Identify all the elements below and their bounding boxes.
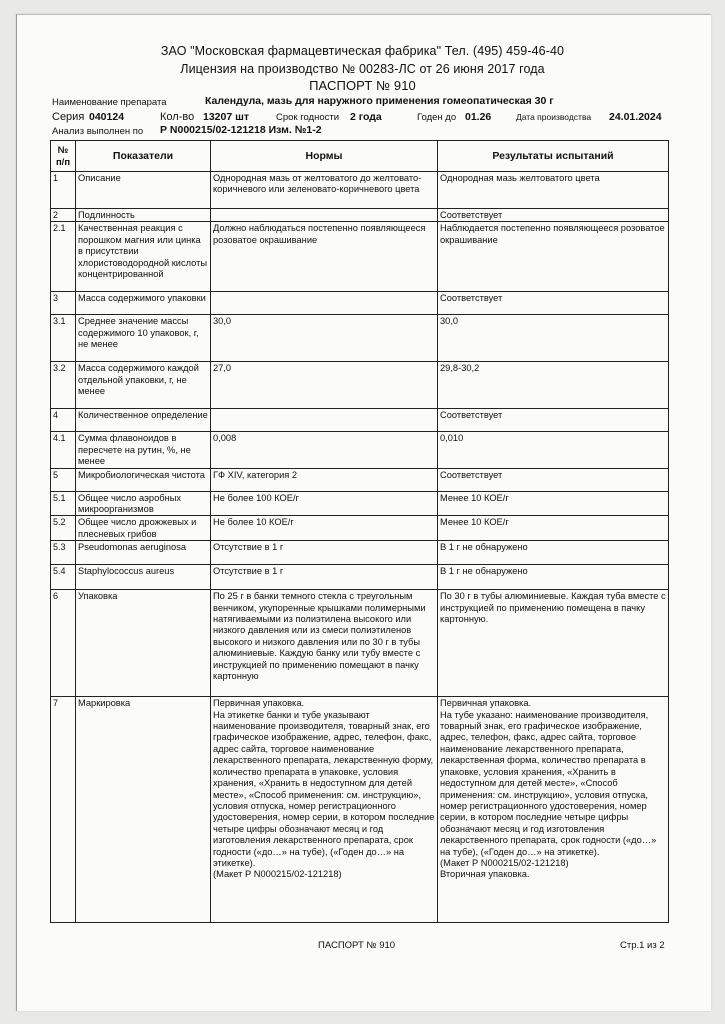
license-line: Лицензия на производство № 00283-ЛС от 26 июня 2017 года bbox=[180, 62, 545, 76]
cell-norm: Отсутствие в 1 г bbox=[211, 565, 438, 590]
cell-norm: Не более 10 КОЕ/г bbox=[211, 516, 438, 541]
cell-num: 1 bbox=[51, 172, 76, 209]
table-row bbox=[51, 516, 669, 541]
col-header-indicators: Показатели bbox=[76, 141, 211, 172]
page-title: ПАСПОРТ № 910 bbox=[309, 78, 416, 93]
cell-num: 2.1 bbox=[51, 222, 76, 292]
cell-norm bbox=[211, 209, 438, 222]
cell-result: По 30 г в тубы алюминиевые. Каждая туба вместе с инструкцией по применению помещена в пачку картонную. bbox=[438, 590, 669, 697]
col-header-number: № п/п bbox=[51, 141, 76, 172]
cell-name: Масса содержимого каждой отдельной упаковки, г, не менее bbox=[76, 362, 211, 409]
cell-norm: ГФ XIV, категория 2 bbox=[211, 468, 438, 491]
cell-num: 4 bbox=[51, 409, 76, 432]
col-header-results: Результаты испытаний bbox=[438, 141, 669, 172]
analysis-label: Анализ выполнен по bbox=[52, 126, 144, 137]
cell-norm: Однородная мазь от желтоватого до желтовато-коричневого или зеленовато-коричневого цвета bbox=[211, 172, 438, 209]
series-label: Серия bbox=[52, 111, 85, 123]
test-results-table bbox=[50, 140, 669, 923]
cell-norm: 27,0 bbox=[211, 362, 438, 409]
valid-until-label: Годен до bbox=[417, 112, 457, 123]
cell-result: Соответствует bbox=[438, 409, 669, 432]
cell-result: Соответствует bbox=[438, 468, 669, 491]
cell-norm: Первичная упаковка. На этикетке банки и тубе указывают наименование производителя, товарный знак, его графическое изображение, адрес, телефон, факс, адрес сайта, торговое наименование лекарственного препарата, лекарственную форму, количество препарата в упаковке, условия хранения, «Хранить в недоступном для детей месте», «Способ применения: см. инструкцию», условия отпуска, номер регистрационного удостоверения, номер серии, в котором последние четыре цифры обозначают месяц и год изготовления лекарственного препарата, срок годности («до…» на тубе), («Годен до…» на этикетке). (Макет Р N000215/02-121218) bbox=[211, 697, 438, 923]
cell-result: 0,010 bbox=[438, 432, 669, 468]
shelf-life-label: Срок годности bbox=[276, 112, 340, 123]
table-row bbox=[51, 209, 669, 222]
production-date-label: Дата производства bbox=[516, 112, 592, 122]
table-row bbox=[51, 172, 669, 209]
cell-num: 4.1 bbox=[51, 432, 76, 468]
valid-until-value: 01.26 bbox=[465, 111, 492, 123]
cell-name: Сумма флавоноидов в пересчете на рутин, %, не менее bbox=[76, 432, 211, 468]
cell-name: Микробиологическая чистота bbox=[76, 468, 211, 491]
table-row bbox=[51, 590, 669, 697]
cell-num: 3.2 bbox=[51, 362, 76, 409]
cell-result: В 1 г не обнаружено bbox=[438, 541, 669, 565]
series-value: 040124 bbox=[89, 111, 125, 123]
cell-num: 3 bbox=[51, 292, 76, 315]
cell-result: Соответствует bbox=[438, 292, 669, 315]
cell-num: 5 bbox=[51, 468, 76, 491]
table-row bbox=[51, 491, 669, 516]
cell-result: Первичная упаковка. На тубе указано: наименование производителя, товарный знак, его графическое изображение, адрес, телефон, факс, адрес сайта, торговое наименование лекарственного препарата, лекарственная форма, количество препарата в упаковке, условия хранения, «Хранить в недоступном для детей месте», «Способ применения: см. инструкцию», условия отпуска, номер регистрационного удостоверения, номер серии, в котором последние четыре цифры обозначают месяц и год изготовления лекарственного препарата, срок годности («до…» на тубе), («Годен до…» на этикетке). (Макет Р N000215/02-121218) Вторичная упаковка. bbox=[438, 697, 669, 923]
quantity-label: Кол-во bbox=[160, 111, 195, 123]
cell-num: 7 bbox=[51, 697, 76, 923]
cell-num: 5.4 bbox=[51, 565, 76, 590]
cell-norm: 30,0 bbox=[211, 315, 438, 362]
cell-num: 5.2 bbox=[51, 516, 76, 541]
analysis-value: Р N000215/02-121218 Изм. №1-2 bbox=[160, 124, 322, 136]
cell-name: Среднее значение массы содержимого 10 упаковок, г, не менее bbox=[76, 315, 211, 362]
cell-num: 2 bbox=[51, 209, 76, 222]
cell-name: Маркировка bbox=[76, 697, 211, 923]
cell-name: Описание bbox=[76, 172, 211, 209]
cell-name: Подлинность bbox=[76, 209, 211, 222]
table-row bbox=[51, 362, 669, 409]
table-row bbox=[51, 409, 669, 432]
cell-norm: По 25 г в банки темного стекла с треугольным венчиком, укупоренные крышками полимерными натягиваемыми из полиэтилена высокого или низкого давления или из смеси полиэтиленов высокого и низкого давления или по 30 г в тубы алюминиевые. Каждую банку или тубу вместе с инструкцией по применению помещают в пачку картонную bbox=[211, 590, 438, 697]
cell-name: Количественное определение bbox=[76, 409, 211, 432]
company-line: ЗАО "Московская фармацевтическая фабрика" Тел. (495) 459-46-40 bbox=[160, 44, 565, 58]
table-header-row bbox=[51, 141, 669, 172]
cell-result: Менее 10 КОЕ/г bbox=[438, 516, 669, 541]
cell-result: Менее 10 КОЕ/г bbox=[438, 491, 669, 516]
cell-norm bbox=[211, 409, 438, 432]
table-row bbox=[51, 468, 669, 491]
cell-result: Соответствует bbox=[438, 209, 669, 222]
table-row bbox=[51, 541, 669, 565]
table-row bbox=[51, 432, 669, 468]
cell-name: Общее число аэробных микроорганизмов bbox=[76, 491, 211, 516]
cell-norm: Отсутствие в 1 г bbox=[211, 541, 438, 565]
cell-norm: Не более 100 КОЕ/г bbox=[211, 491, 438, 516]
cell-name: Pseudomonas aeruginosa bbox=[76, 541, 211, 565]
cell-result: 30,0 bbox=[438, 315, 669, 362]
cell-name: Масса содержимого упаковки bbox=[76, 292, 211, 315]
table-row bbox=[51, 315, 669, 362]
cell-num: 5.1 bbox=[51, 491, 76, 516]
table-row bbox=[51, 292, 669, 315]
cell-name: Упаковка bbox=[76, 590, 211, 697]
cell-name: Качественная реакция с порошком магния или цинка в присутствии хлористоводородной кислоты концентрированной bbox=[76, 222, 211, 292]
quantity-value: 13207 шт bbox=[203, 111, 250, 123]
production-date-value: 24.01.2024 bbox=[609, 111, 662, 123]
footer-passport: ПАСПОРТ № 910 bbox=[318, 940, 396, 951]
cell-result: 29,8-30,2 bbox=[438, 362, 669, 409]
cell-norm: 0,008 bbox=[211, 432, 438, 468]
table-row bbox=[51, 565, 669, 590]
cell-result: Наблюдается постепенно появляющееся розоватое окрашивание bbox=[438, 222, 669, 292]
cell-norm: Должно наблюдаться постепенно появляющееся розоватое окрашивание bbox=[211, 222, 438, 292]
table-row bbox=[51, 697, 669, 923]
drug-name-value: Календула, мазь для наружного применения гомеопатическая 30 г bbox=[205, 95, 554, 107]
cell-num: 5.3 bbox=[51, 541, 76, 565]
drug-name-label: Наименование препарата bbox=[52, 97, 167, 108]
table-row bbox=[51, 222, 669, 292]
cell-name: Общее число дрожжевых и плесневых грибов bbox=[76, 516, 211, 541]
cell-result: В 1 г не обнаружено bbox=[438, 565, 669, 590]
col-header-norms: Нормы bbox=[211, 141, 438, 172]
shelf-life-value: 2 года bbox=[350, 111, 382, 123]
cell-num: 6 bbox=[51, 590, 76, 697]
cell-norm bbox=[211, 292, 438, 315]
cell-result: Однородная мазь желтоватого цвета bbox=[438, 172, 669, 209]
page-number: Стр.1 из 2 bbox=[620, 940, 665, 951]
cell-name: Staphylococcus aureus bbox=[76, 565, 211, 590]
cell-num: 3.1 bbox=[51, 315, 76, 362]
